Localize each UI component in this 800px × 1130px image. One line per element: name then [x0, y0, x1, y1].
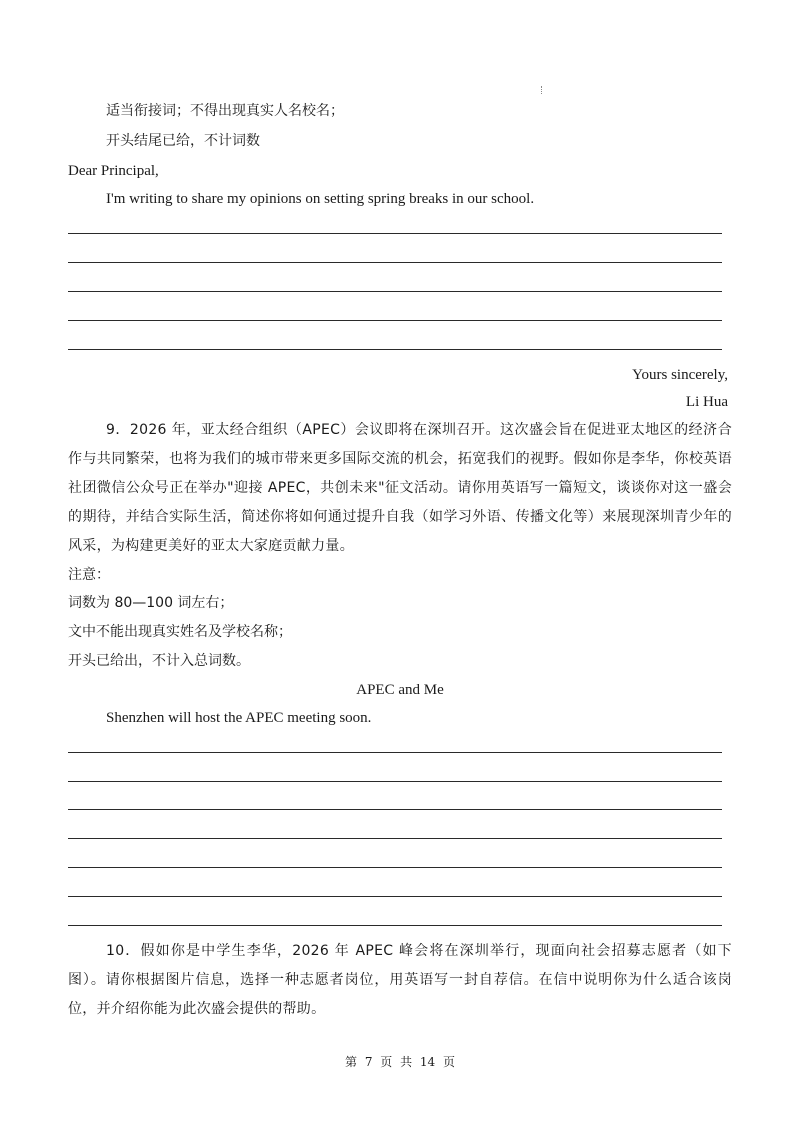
q9-prompt: 9．2026 年，亚太经合组织（APEC）会议即将在深圳召开。这次盛会旨在促进亚太地区的经济合作与共同繁荣，也将为我们的城市带来更多国际交流的机会，拓宽我们的视野。假如你是李华，你校英语社团微信公众号正在举办"迎接 APEC，共创未来"征文活动。请你用英语写一篇短文，谈谈你对这一盛会的期待，并结合实际生活，简述你将如何通过提升自我（如学习外语、传播文化等）来展现深圳青少年的风采，为构建更美好的亚太大家庭贡献力量。	[68, 422, 732, 554]
essay-title: APEC and Me	[356, 682, 444, 698]
answer-line	[68, 781, 722, 782]
essay-opening-sentence: Shenzhen will host the APEC meeting soon.	[106, 710, 372, 726]
letter-opening-sentence: I'm writing to share my opinions on setting spring breaks in our school.	[106, 191, 535, 207]
answer-line	[68, 925, 722, 926]
page-number: 第 7 页 共 14 页	[345, 1055, 455, 1069]
answer-line	[68, 752, 722, 753]
answer-line	[68, 838, 722, 839]
answer-line	[68, 867, 722, 868]
scan-mark	[541, 86, 543, 94]
answer-line	[68, 349, 722, 350]
q9-note-3: 开头已给出，不计入总词数。	[68, 653, 250, 669]
letter-closing: Yours sincerely,	[632, 367, 728, 383]
q9-note-2: 文中不能出现真实姓名及学校名称；	[68, 624, 292, 640]
answer-line	[68, 809, 722, 810]
letter-salutation: Dear Principal,	[68, 163, 159, 179]
q8-note-line-1: 适当衔接词；不得出现真实人名校名；	[106, 103, 344, 119]
answer-line	[68, 262, 722, 263]
q10-prompt: 10．假如你是中学生李华，2026 年 APEC 峰会将在深圳举行，现面向社会招募志愿者（如下图）。请你根据图片信息，选择一种志愿者岗位，用英语写一封自荐信。在信中说明你为什么适合该岗位，并介绍你能为此次盛会提供的帮助。	[68, 943, 732, 1017]
q9-note-1: 词数为 80—100 词左右；	[68, 595, 234, 611]
answer-line	[68, 896, 722, 897]
answer-line	[68, 291, 722, 292]
q8-note-line-2: 开头结尾已给，不计词数	[106, 133, 260, 149]
q9-notes-title: 注意：	[68, 567, 110, 583]
answer-line	[68, 320, 722, 321]
answer-line	[68, 233, 722, 234]
letter-signature: Li Hua	[685, 394, 728, 410]
